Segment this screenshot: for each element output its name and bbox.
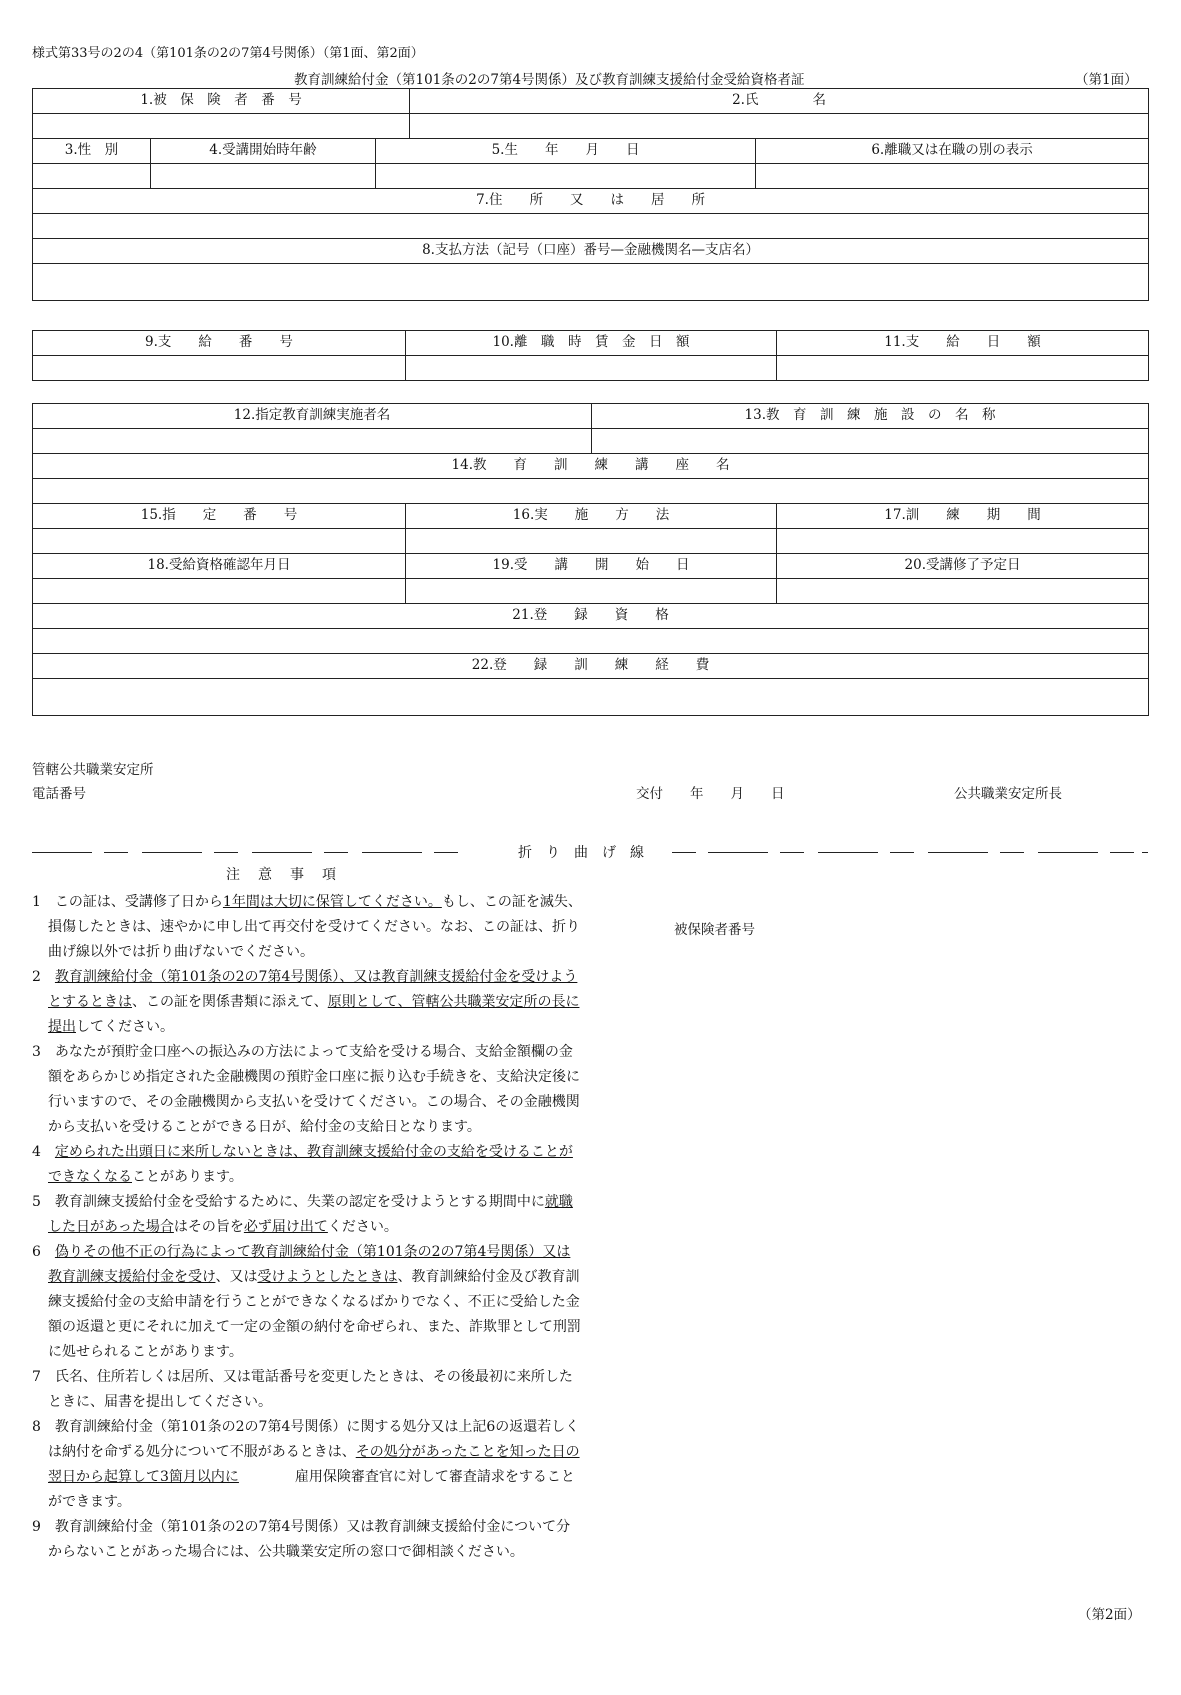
label-employment-status: 6.離職又は在職の別の表示: [756, 139, 1149, 164]
payment-table: [32, 330, 1149, 381]
page-label-1: （第1面）: [1075, 72, 1138, 88]
note-4: 4 定められた出頭日に来所しないときは、教育訓練支援給付金の支給を受けることができなくなることがあります。: [32, 1144, 573, 1185]
chief-label: 公共職業安定所長: [954, 786, 1062, 802]
notes-heading: 注 意 事 項: [226, 867, 338, 883]
phone-label: 電話番号: [32, 786, 86, 802]
address-field[interactable]: [33, 214, 1149, 239]
name-field[interactable]: [410, 114, 1149, 139]
insured-number-label: 被保険者番号: [674, 922, 755, 938]
label-delivery-method: 16.実 施 方 法: [406, 504, 777, 529]
registered-qualification-field[interactable]: [33, 629, 1149, 654]
designation-number-field[interactable]: [33, 529, 406, 554]
label-start-age: 4.受講開始時年齢: [151, 139, 376, 164]
label-payment-method: 8.支払方法（記号（口座）番号—金融機関名—支店名）: [33, 239, 1149, 264]
daily-wage-field[interactable]: [406, 356, 777, 381]
fold-line: [32, 842, 1148, 862]
label-provider-name: 12.指定教育訓練実施者名: [33, 404, 592, 429]
training-table: [32, 403, 1149, 716]
expected-completion-date-field[interactable]: [777, 579, 1149, 604]
label-course-start-date: 19.受 講 開 始 日: [406, 554, 777, 579]
note-3: 3 あなたが預貯金口座への振込みの方法によって支給を受ける場合、支給金額欄の金額をあらかじめ指定された金融機関の預貯金口座に振り込む手続きを、支給決定後に行いますので、その金融機関から支払いを受けてください。この場合、その金融機関から支払いを受けることができる日が、給付金の支給日となります。: [32, 1044, 580, 1135]
label-insured-number: 1.被 保 険 者 番 号: [33, 89, 410, 114]
label-sex: 3.性 別: [33, 139, 151, 164]
label-facility-name: 13.教 育 訓 練 施 設 の 名 称: [592, 404, 1149, 429]
employment-status-field[interactable]: [756, 164, 1149, 189]
insured-number-field[interactable]: [33, 114, 410, 139]
office-label: 管轄公共職業安定所: [32, 762, 154, 778]
label-name: 2.氏 名: [410, 89, 1149, 114]
note-2: 2 教育訓練給付金（第101条の2の7第4号関係）、又は教育訓練支援給付金を受けようとするときは、この証を関係書類に添えて、原則として、管轄公共職業安定所の長に提出してください。: [32, 969, 580, 1035]
label-course-name: 14.教 育 訓 練 講 座 名: [33, 454, 1149, 479]
issue-date-label: 交付 年 月 日: [636, 786, 785, 802]
label-daily-benefit: 11.支 給 日 額: [777, 331, 1149, 356]
sex-field[interactable]: [33, 164, 151, 189]
label-training-period: 17.訓 練 期 間: [777, 504, 1149, 529]
note-1: 1 この証は、受講修了日から1年間は大切に保管してください。もし、この証を滅失、損傷したときは、速やかに申し出て再交付を受けてください。なお、この証は、折り曲げ線以外では折り曲げないでください。: [32, 894, 582, 960]
form-id: 様式第33号の2の4（第101条の2の7第4号関係）（第1面、第2面）: [32, 46, 424, 61]
label-birthdate: 5.生 年 月 日: [376, 139, 756, 164]
training-period-field[interactable]: [777, 529, 1149, 554]
label-registered-qualification: 21.登 録 資 格: [33, 604, 1149, 629]
payment-number-field[interactable]: [33, 356, 406, 381]
label-daily-wage: 10.離 職 時 賃 金 日 額: [406, 331, 777, 356]
note-5: 5 教育訓練支援給付金を受給するために、失業の認定を受けようとする期間中に就職した日があった場合はその旨を必ず届け出てください。: [32, 1194, 573, 1235]
label-payment-number: 9.支 給 番 号: [33, 331, 406, 356]
form-title: 教育訓練給付金（第101条の2の7第4号関係）及び教育訓練支援給付金受給資格者証: [294, 72, 805, 88]
label-expected-completion-date: 20.受講修了予定日: [777, 554, 1149, 579]
note-8: 8 教育訓練給付金（第101条の2の7第4号関係）に関する処分又は上記6の返還若しくは納付を命ずる処分について不服があるときは、その処分があったことを知った日の翌日から起算して3箇月以内に 雇用保険審査官に対して審査請求をすることができます。: [32, 1419, 580, 1510]
delivery-method-field[interactable]: [406, 529, 777, 554]
provider-name-field[interactable]: [33, 429, 592, 454]
facility-name-field[interactable]: [592, 429, 1149, 454]
birthdate-field[interactable]: [376, 164, 756, 189]
label-address: 7.住 所 又 は 居 所: [33, 189, 1149, 214]
course-start-date-field[interactable]: [406, 579, 777, 604]
note-6: 6 偽りその他不正の行為によって教育訓練給付金（第101条の2の7第4号関係）又は教育訓練支援給付金を受け、又は受けようとしたときは、教育訓練給付金及び教育訓練支援給付金の支給申請を行うことができなくなるばかりでなく、不正に受給した金額の返還と更にそれに加えて一定の金額の納付を命ぜられ、また、詐欺罪として刑罰に処せられることがあります。: [32, 1244, 581, 1360]
notes-list: [32, 890, 584, 1565]
registered-training-cost-field[interactable]: [33, 679, 1149, 716]
payment-method-field[interactable]: [33, 264, 1149, 301]
note-9: 9 教育訓練給付金（第101条の2の7第4号関係）又は教育訓練支援給付金について分からないことがあった場合には、公共職業安定所の窓口で御相談ください。: [32, 1519, 571, 1560]
label-designation-number: 15.指 定 番 号: [33, 504, 406, 529]
label-registered-training-cost: 22.登 録 訓 練 経 費: [33, 654, 1149, 679]
note-7: 7 氏名、住所若しくは居所、又は電話番号を変更したときは、その後最初に来所したときに、届書を提出してください。: [32, 1369, 573, 1410]
course-name-field[interactable]: [33, 479, 1149, 504]
fold-line-label: 折 り 曲 げ 線: [518, 845, 644, 861]
daily-benefit-field[interactable]: [777, 356, 1149, 381]
label-eligibility-date: 18.受給資格確認年月日: [33, 554, 406, 579]
start-age-field[interactable]: [151, 164, 376, 189]
page-label-2: （第2面）: [1078, 1607, 1141, 1623]
personal-info-table: [32, 88, 1149, 301]
eligibility-date-field[interactable]: [33, 579, 406, 604]
